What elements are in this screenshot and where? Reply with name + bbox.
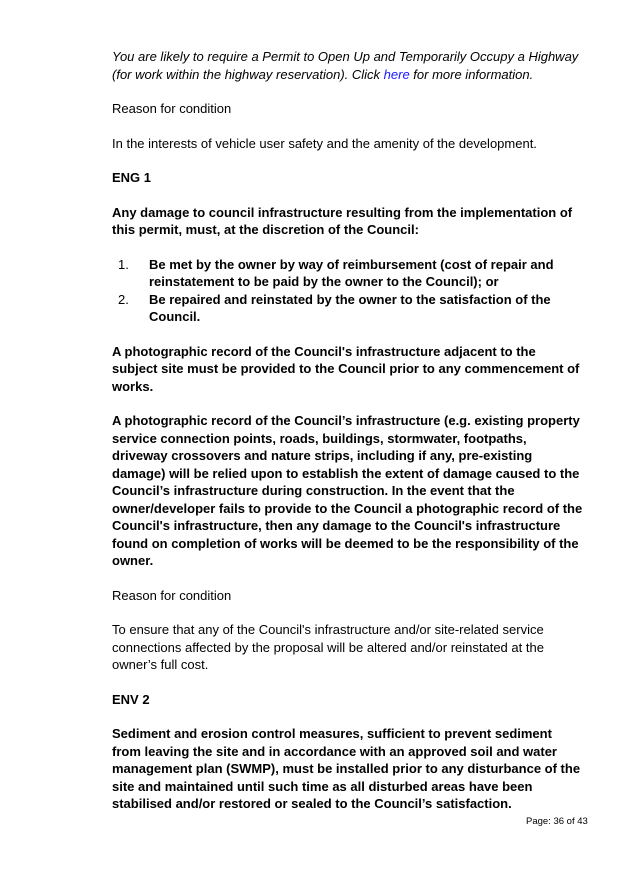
list-item: [112, 291, 584, 326]
list-number: 1.: [118, 256, 129, 272]
document-page: [112, 48, 584, 813]
reason-text-2: To ensure that any of the Council's infrastructure and/or site-related service connections affected by the proposal will be altered and/or reinstated at the owner’s full cost.: [112, 622, 544, 672]
eng1-list: [112, 256, 584, 326]
permit-notice: [112, 48, 584, 83]
list-text: Be repaired and reinstated by the owner to the satisfaction of the Council.: [149, 291, 551, 324]
here-link[interactable]: here: [383, 66, 410, 82]
reason-heading-2: Reason for condition: [112, 587, 232, 603]
condition-code-env2: ENV 2: [112, 691, 150, 707]
list-number: 2.: [118, 291, 129, 307]
list-item: [112, 256, 584, 291]
reason-text-1: In the interests of vehicle user safety and the amenity of the development.: [112, 135, 537, 151]
list-text: Be met by the owner by way of reimbursement (cost of repair and reinstatement to be paid by the owner to the Council); or: [149, 256, 554, 289]
eng1-paragraph-1: A photographic record of the Council's infrastructure adjacent to the subject site must be provided to the Council prior to any commencement of works.: [112, 343, 580, 394]
condition-code-eng1: ENG 1: [112, 170, 152, 185]
env2-text: Sediment and erosion control measures, sufficient to prevent sediment from leaving the site and in accordance with an approved soil and water management plan (SWMP), must be installed prior to any disturbance of the site and maintained until such time as all disturbed areas have been stabilised and/or restored or sealed to the Council’s satisfaction.: [112, 726, 581, 811]
eng1-paragraph-2: A photographic record of the Council’s infrastructure (e.g. existing property service connection points, roads, buildings, stormwater, footpaths, driveway crossovers and nature strips, including if any, pre-existing damage) will be relied upon to establish the extent of damage caused to the Council’s infrastructure during construction. In the event that the owner/developer fails to provide to the Council a photographic record of the Council's infrastructure, then any damage to the Council's infrastructure found on completion of works will be deemed to be the responsibility of the owner.: [112, 413, 583, 568]
page-number: Page: 36 of 43: [526, 816, 588, 827]
reason-heading-1: Reason for condition: [112, 101, 232, 116]
eng1-intro: Any damage to council infrastructure resulting from the implementation of this permit, must, at the discretion of the Council:: [112, 204, 573, 237]
permit-notice-text-end: for more information.: [409, 66, 534, 82]
permit-notice-text: You are likely to require a Permit to Open Up and Temporarily Occupy a Highway (for work within the highway reservation). Click: [112, 49, 579, 82]
